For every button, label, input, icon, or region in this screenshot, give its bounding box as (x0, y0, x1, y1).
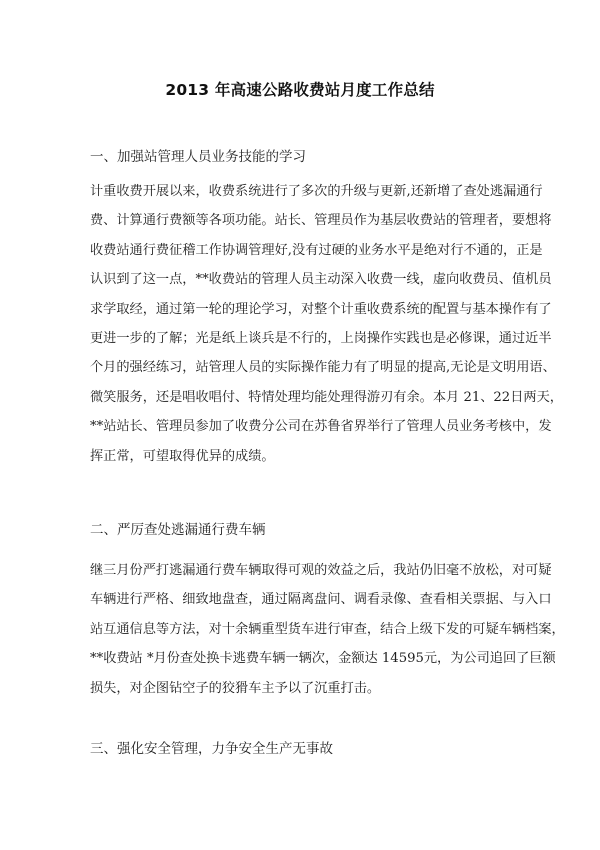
paragraph-line: 站互通信息等方法，对十余辆重型货车进行审查，结合上级下发的可疑车辆档案， (90, 621, 565, 637)
document-title: 2013 年高速公路收费站月度工作总结 (165, 81, 435, 99)
section-heading-1: 一、加强站管理人员业务技能的学习 (90, 149, 306, 165)
paragraph-line: 车辆进行严格、细致地盘查，通过隔离盘问、调看录像、查看相关票据、与入口 (90, 592, 552, 608)
paragraph-line: 费、计算通行费额等各项功能。站长、管理员作为基层收费站的管理者，要想将 (90, 213, 552, 229)
paragraph-line: 收费站通行费征稽工作协调管理好,没有过硬的业务水平是绝对行不通的，正是 (90, 242, 543, 258)
paragraph-line: 认识到了这一点，**收费站的管理人员主动深入收费一线，虚向收费员、值机员 (90, 272, 552, 288)
paragraph-line: 挥正常，可望取得优异的成绩。 (90, 448, 275, 464)
paragraph-line: 损失，对企图钻空子的狡猾车主予以了沉重打击。 (90, 680, 381, 696)
paragraph-line: **站站长、管理员参加了收费分公司在苏鲁省界举行了管理人员业务考核中，发 (90, 419, 552, 435)
paragraph-line: 更进一步的了解；光是纸上谈兵是不行的，上岗操作实践也是必修课，通过近半 (90, 330, 552, 346)
paragraph-line: 个月的强经练习，站管理人员的实际操作能力有了明显的提高,无论是文明用语、 (90, 360, 556, 376)
paragraph-line: 微笑服务，还是唱收唱付、特情处理均能处理得游刃有余。本月 21、22日两天， (90, 389, 563, 405)
paragraph-line: 计重收费开展以来，收费系统进行了多次的升级与更新,还新增了查处逃漏通行 (90, 184, 543, 199)
paragraph-line: 继三月份严打逃漏通行费车辆取得可观的效益之后，我站仍旧毫不放松，对可疑 (90, 563, 552, 578)
paragraph-line: **收费站 *月份查处换卡逃费车辆一辆次，金额达 14595元，为公司追回了巨额 (90, 651, 556, 667)
section-heading-3: 三、强化安全管理，力争安全生产无事故 (90, 741, 333, 757)
paragraph-line: 求学取经，通过第一轮的理论学习，对整个计重收费系统的配置与基本操作有了 (90, 301, 552, 317)
section-heading-2: 二、严厉查处逃漏通行费车辆 (90, 522, 266, 538)
section-paragraph-2 (90, 556, 565, 703)
section-paragraph-1 (90, 177, 563, 471)
